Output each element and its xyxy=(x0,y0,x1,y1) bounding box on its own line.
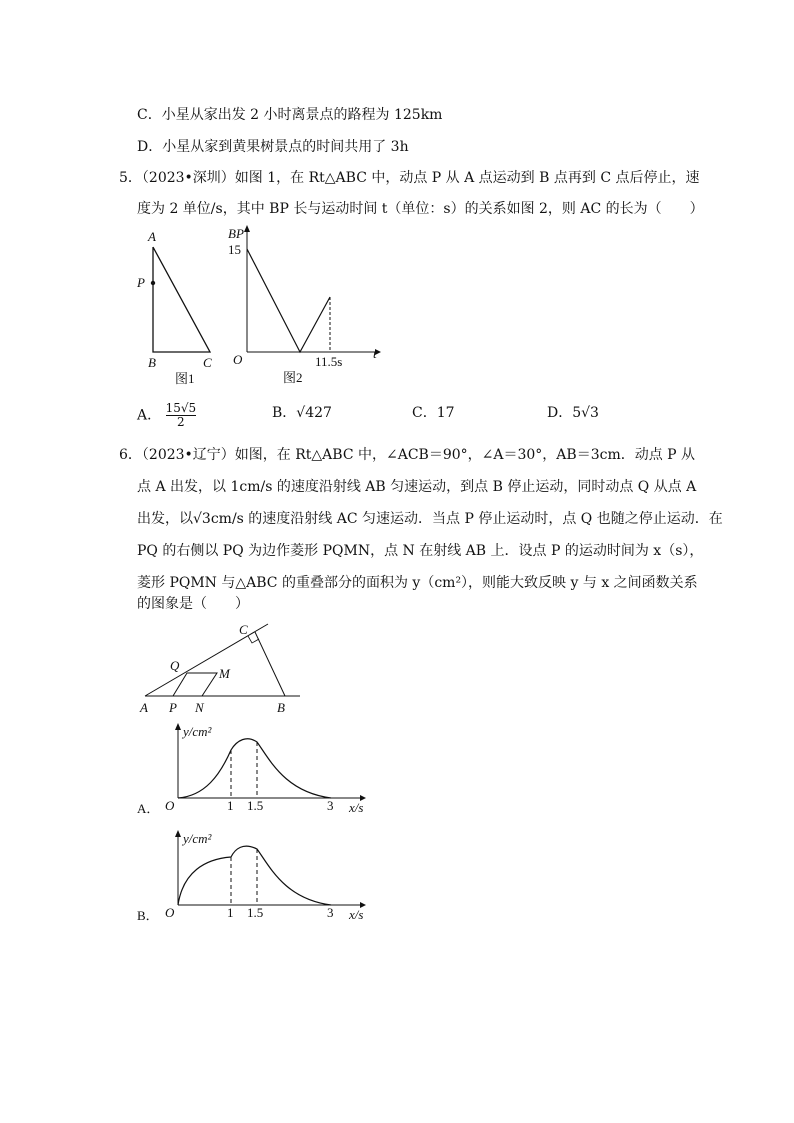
graph-option-b xyxy=(135,827,375,932)
figure-label: 11.5s xyxy=(315,354,343,369)
q6-text-3: 出发，以√3cm/s 的速度沿射线 AC 匀速运动．当点 P 停止运动时，点 Q 也随之停止运动．在 xyxy=(137,511,723,527)
figure-label: y/cm² xyxy=(183,724,212,739)
figure-label: y/cm² xyxy=(183,831,212,846)
figure-label: t xyxy=(373,346,377,361)
figure-label: 1.5 xyxy=(247,905,264,920)
q6-text-6: 的图象是（ ） xyxy=(137,596,249,612)
figure-label: N xyxy=(195,700,204,715)
q5-option-b: B．√427 xyxy=(272,405,332,421)
figure-label: M xyxy=(219,666,230,681)
option-c: C．小星从家出发 2 小时离景点的路程为 125km xyxy=(137,107,443,123)
figure-label: 图1 xyxy=(175,371,195,386)
figure-label: 图2 xyxy=(283,370,303,385)
figure-label: B xyxy=(148,355,156,370)
q5-option-a: A． $\frac{15√5}{2}$ xyxy=(137,401,197,429)
figure-label: B． xyxy=(137,908,159,923)
figure-label: 3 xyxy=(327,905,334,920)
q5-text-1: 5．（2023•深圳）如图 1，在 Rt△ABC 中，动点 P 从 A 点运动到 B 点再到 C 点后停止，速 xyxy=(119,170,700,186)
figure-label: P xyxy=(169,700,177,715)
figure-label: Q xyxy=(170,658,180,673)
figure-label: C xyxy=(239,622,248,637)
figure-label: P xyxy=(137,275,145,290)
figure-label: 1.5 xyxy=(247,798,264,813)
q6-text-1: 6．（2023•辽宁）如图，在 Rt△ABC 中，∠ACB＝90°，∠A＝30°，AB＝3cm．动点 P 从 xyxy=(119,447,696,463)
figure-label: A xyxy=(140,700,148,715)
figure-label: O xyxy=(165,905,175,920)
figure-label: 15 xyxy=(228,242,241,257)
figure-label: 1 xyxy=(227,905,234,920)
q5-option-c: C．17 xyxy=(412,405,455,421)
q6-text-2: 点 A 出发，以 1cm/s 的速度沿射线 AB 匀速运动，到点 B 停止运动，同时动点 Q 从点 A xyxy=(137,479,697,495)
graph-option-a xyxy=(135,720,375,825)
q5-figure-2 xyxy=(225,222,385,387)
figure-label: BP xyxy=(228,226,244,241)
q6-text-4: PQ 的右侧以 PQ 为边作菱形 PQMN，点 N 在射线 AB 上．设点 P 的运动时间为 x（s）， xyxy=(137,543,704,559)
q5-option-d: D．5√3 xyxy=(547,405,599,421)
q6-text-5: 菱形 PQMN 与△ABC 的重叠部分的面积为 y（cm²），则能大致反映 y 与 x 之间函数关系 xyxy=(137,575,698,591)
figure-label: x/s xyxy=(349,800,364,815)
q5-text-2: 度为 2 单位/s，其中 BP 长与运动时间 t（单位：s）的关系如图 2，则 AC 的长为（ ） xyxy=(137,201,704,217)
figure-label: x/s xyxy=(349,907,364,922)
figure-label: O xyxy=(233,352,243,367)
figure-label: C xyxy=(203,355,212,370)
figure-label: B xyxy=(277,700,285,715)
figure-label: A． xyxy=(137,801,160,816)
figure-label: A xyxy=(148,229,156,244)
figure-label: 1 xyxy=(227,798,234,813)
q6-triangle-figure xyxy=(135,618,315,718)
figure-label: 3 xyxy=(327,798,334,813)
figure-label: O xyxy=(165,798,175,813)
option-d: D．小星从家到黄果树景点的时间共用了 3h xyxy=(137,139,409,155)
q5-figure-1 xyxy=(130,225,230,390)
